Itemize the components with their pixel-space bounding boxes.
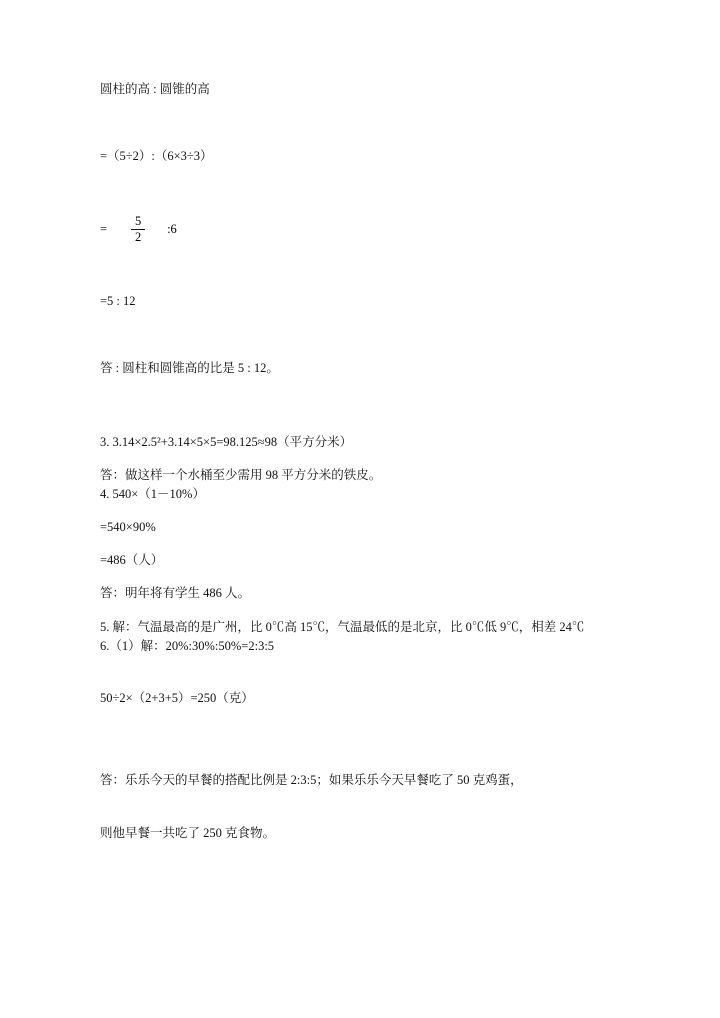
problem-3-solution: 3. 3.14×2.5²+3.14×5×5=98.125≈98（平方分米） (100, 434, 353, 449)
answer-ratio: 答 : 圆柱和圆锥高的比是 5 : 12。 (100, 361, 279, 376)
spacer (100, 167, 620, 215)
spacer (100, 99, 620, 147)
spacer (100, 655, 620, 689)
answer-6-line-2: 则他早餐一共吃了 250 克食物。 (100, 826, 276, 840)
ratio-expansion: =（5÷2）:（6×3÷3） (100, 149, 213, 164)
spacer (100, 244, 620, 292)
spacer (100, 709, 620, 757)
spacer (100, 604, 620, 618)
spacer (100, 790, 620, 824)
spacer (100, 504, 620, 518)
ratio-result: =5 : 12 (100, 294, 136, 308)
spacer (100, 757, 620, 771)
fraction-line (100, 215, 620, 244)
fraction-tail: :6 (167, 221, 177, 236)
problem-5-solution: 5. 解：气温最高的是广州，比 0℃高 15℃，气温最低的是北京，比 0℃低 9℃，相差 24℃ (100, 619, 585, 634)
answer-4: 答：明年将有学生 486 人。 (100, 586, 251, 601)
problem-4-line-1: 4. 540×（1－10%） (100, 486, 205, 501)
spacer (100, 452, 620, 466)
spacer (100, 570, 620, 584)
document-body (100, 80, 620, 843)
spacer (100, 311, 620, 359)
ratio-heading: 圆柱的高 : 圆锥的高 (100, 82, 210, 96)
problem-4-line-2: =540×90% (100, 519, 156, 534)
fraction-numerator: 5 (134, 213, 142, 228)
spacer (100, 537, 620, 551)
answer-3: 答：做这样一个水桶至少需用 98 平方分米的铁皮。 (100, 468, 382, 483)
problem-6-line-2: 50÷2×（2+3+5）=250（克） (100, 691, 254, 706)
answer-6-line-1: 答：乐乐今天的早餐的搭配比例是 2:3:5；如果乐乐今天早餐吃了 50 克鸡蛋， (100, 772, 523, 787)
fraction-denominator: 2 (134, 229, 142, 244)
problem-6-line-1: 6.（1）解：20%:30%:50%=2:3:5 (100, 638, 275, 653)
fraction (131, 215, 145, 244)
problem-4-line-3: =486（人） (100, 553, 164, 567)
spacer (100, 379, 620, 427)
fraction-equals: = (100, 221, 108, 236)
